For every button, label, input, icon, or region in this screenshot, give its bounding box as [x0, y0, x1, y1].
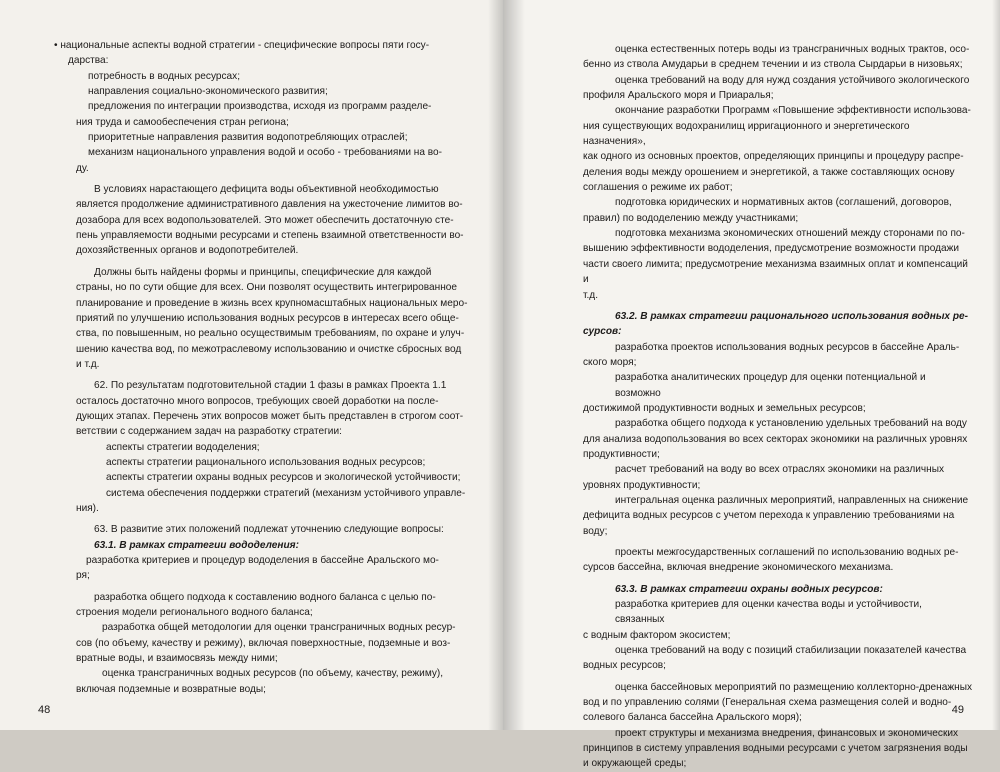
text-line: подготовка механизма экономических отношений между сторонами по по-: [615, 228, 965, 240]
text-line: ния существующих водохранилищ ирригационного и энергетического назначения»,: [583, 120, 910, 148]
text-line: механизм национального управления водой и особо - требованиями на во-: [88, 147, 442, 159]
text-line: вратные воды, и взаимосвязь между ними;: [76, 653, 278, 665]
text-line: ского моря;: [583, 356, 637, 368]
text-line: аспекты стратегии рационального использования водных ресурсов;: [106, 456, 426, 468]
text-line: разработка общей методологии для оценки трансграничных водных ресур-: [102, 622, 456, 634]
text-line: правил) по вододелению между участниками;: [583, 212, 799, 224]
left-page: [0, 0, 503, 730]
text-line: пень управляемости водными ресурсами и степень взаимной ответственности во-: [76, 230, 464, 242]
text-line: для анализа водопользования во всех секторах экономики на различных уровнях: [583, 433, 968, 445]
text-line: аспекты стратегии вододеления;: [106, 441, 260, 453]
text-line: водных ресурсов;: [583, 660, 666, 672]
text-line: дующих этапах. Перечень этих вопросов может быть представлен в строгом соот-: [76, 410, 464, 422]
text-line: оценка трансграничных водных ресурсов (по объему, качеству, режиму),: [102, 668, 444, 680]
text-line: вод и по управлению солями (Генеральная схема размещения солей и водно-: [583, 697, 952, 709]
text-line: разработка общего подхода к установлению удельных требований на воду: [615, 418, 967, 430]
text-line: разработка критериев и процедур вододеления в бассейне Аральского мо-: [86, 555, 439, 566]
text-line: дефицита водных ресурсов с учетом перехода к управлению требованиями на: [583, 510, 955, 522]
text-line: система обеспечения поддержки стратегий (механизм устойчивого управле-: [106, 487, 466, 499]
text-line: профиля Аральского моря и Приаралья;: [583, 90, 774, 102]
text-line: продуктивности;: [583, 448, 660, 460]
text-line: потребность в водных ресурсах;: [88, 70, 241, 82]
binding-shadow-left: [488, 0, 503, 730]
text-line: В условиях нарастающего дефицита воды объективной необходимостью: [94, 184, 439, 196]
text-line: приоритетные направления развития водопотребляющих отраслей;: [88, 132, 408, 144]
text-line: разработка аналитических процедур для оценки потенциальной и возможно: [615, 372, 926, 399]
text-line: сов (по объему, качеству и режиму), включая поверхностные, подземные и воз-: [76, 637, 451, 649]
text-line: проект структуры и механизма внедрения, финансовых и экономических: [615, 727, 959, 739]
text-line: вышению эффективности вододеления, предусмотрение возможности продажи: [583, 243, 960, 255]
text-line: интегральная оценка различных мероприятий, направленных на снижение: [615, 494, 969, 506]
text-line: достижимой продуктивности водных и земельных ресурсов;: [583, 402, 866, 414]
text-line: принципов в систему управления водными ресурсами с учетом загрязнения воды: [583, 743, 968, 755]
text-line: шению качества вод, по межотраслевому использованию и очистке сбросных вод: [76, 343, 462, 355]
text-line: проекты межгосударственных соглашений по использованию водных ре-: [615, 547, 959, 558]
text-line: сурсов бассейна, включая внедрение экономического механизма.: [583, 562, 894, 574]
text-line: дозабора для всех водопользователей. Это может обеспечить достаточную сте-: [76, 214, 454, 226]
text-line: осталось достаточно много вопросов, требующих своей доработки на после-: [76, 395, 439, 407]
text-line: соглашения о режиме их работ;: [583, 182, 733, 194]
text-line: дохозяйственных органов и водопотребителей.: [76, 245, 299, 257]
text-line: ду.: [76, 162, 89, 174]
text-line: строения модели регионального водного баланса;: [76, 607, 313, 619]
text-line: 63. В развитие этих положений подлежат уточнению следующие вопросы:: [94, 524, 444, 536]
text-line: разработка общего подхода к составлению водного баланса с целью по-: [94, 591, 436, 603]
text-line: является продолжение административного давления на ужесточение лимитов во-: [76, 199, 463, 211]
text-line: оценка требований на воду для нужд создания устойчивого экологического: [615, 74, 970, 86]
section-heading: сурсов:: [583, 326, 622, 338]
section-heading: 63.2. В рамках стратегии рационального использования водных ре-: [615, 310, 968, 322]
text-line: бенно из ствола Амударьи в среднем течении и из ствола Сырдарьи в низовьях;: [583, 59, 963, 71]
text-line: воду;: [583, 525, 608, 537]
text-line: разработка критериев для оценки качества воды и устойчивости, связанных: [615, 599, 922, 626]
text-line: страны, но по сути общие для всех. Они позволят осуществить интегрированное: [76, 282, 458, 294]
text-line: оценка требований на воду с позиций стабилизации показателей качества: [615, 645, 967, 657]
text-line: т.д.: [583, 289, 599, 301]
text-line: и окружающей среды;: [583, 758, 687, 770]
text-line: уровнях продуктивности;: [583, 479, 701, 491]
page-number: 48: [38, 704, 51, 716]
section-heading: 63.1. В рамках стратегии вододеления:: [94, 539, 299, 551]
text-line: ства, по повышенным, но реально осуществимым требованиям, по охране и улуч-: [76, 328, 465, 340]
text-line: и т.д.: [76, 358, 100, 370]
text-line: оценка естественных потерь воды из трансграничных водных трактов, осо-: [615, 44, 970, 55]
text-line: разработка проектов использования водных ресурсов в бассейне Араль-: [615, 341, 960, 353]
text-line: аспекты стратегии охраны водных ресурсов и экологической устойчивости;: [106, 472, 461, 484]
text-line: направления социально-экономического развития;: [88, 86, 328, 98]
text-line: ния).: [76, 502, 99, 514]
text-line: • национальные аспекты водной стратегии - специфические вопросы пяти госу-: [54, 40, 430, 51]
text-line: ния труда и самообеспечения стран региона;: [76, 116, 289, 128]
page-number: 49: [951, 704, 964, 716]
text-line: окончание разработки Программ «Повышение эффективности использова-: [615, 105, 971, 117]
text-line: с водным фактором экосистем;: [583, 629, 731, 641]
text-line: части своего лимита; предусмотрение механизма взаимных оплат и компенсаций и: [583, 258, 968, 286]
text-line: деления воды между орошением и энергетикой, а также составляющих основу: [583, 166, 955, 178]
text-line: включая подземные и возвратные воды;: [76, 683, 266, 695]
text-line: ря;: [76, 570, 90, 582]
page-edge-shadow: [992, 0, 1000, 730]
text-line: расчет требований на воду во всех отраслях экономики на различных: [615, 464, 945, 476]
text-line: 62. По результатам подготовительной стадии 1 фазы в рамках Проекта 1.1: [94, 380, 447, 392]
binding-shadow-right: [503, 0, 525, 730]
text-line: планирование и проведение в жизнь всех крупномасштабных национальных меро-: [76, 297, 468, 309]
text-line: ветствии с содержанием задач на разработку стратегии:: [76, 426, 342, 438]
text-line: предложения по интеграции производства, исходя из программ разделе-: [88, 101, 432, 113]
text-line: солевого баланса бассейна Аральского моря);: [583, 712, 802, 724]
right-page: [503, 0, 1000, 770]
text-line: Должны быть найдены формы и принципы, специфические для каждой: [94, 266, 432, 278]
text-line: дарства:: [68, 55, 109, 67]
text-line: подготовка юридических и нормативных актов (соглашений, договоров,: [615, 197, 952, 209]
section-heading: 63.3. В рамках стратегии охраны водных ресурсов:: [615, 583, 883, 595]
text-line: оценка бассейновых мероприятий по размещению коллекторно-дренажных: [615, 681, 972, 693]
text-line: как одного из основных проектов, определяющих принципы и процедуру распре-: [583, 151, 964, 163]
text-line: приятий по улучшению использования водных ресурсов в интересах всего обще-: [76, 312, 459, 324]
